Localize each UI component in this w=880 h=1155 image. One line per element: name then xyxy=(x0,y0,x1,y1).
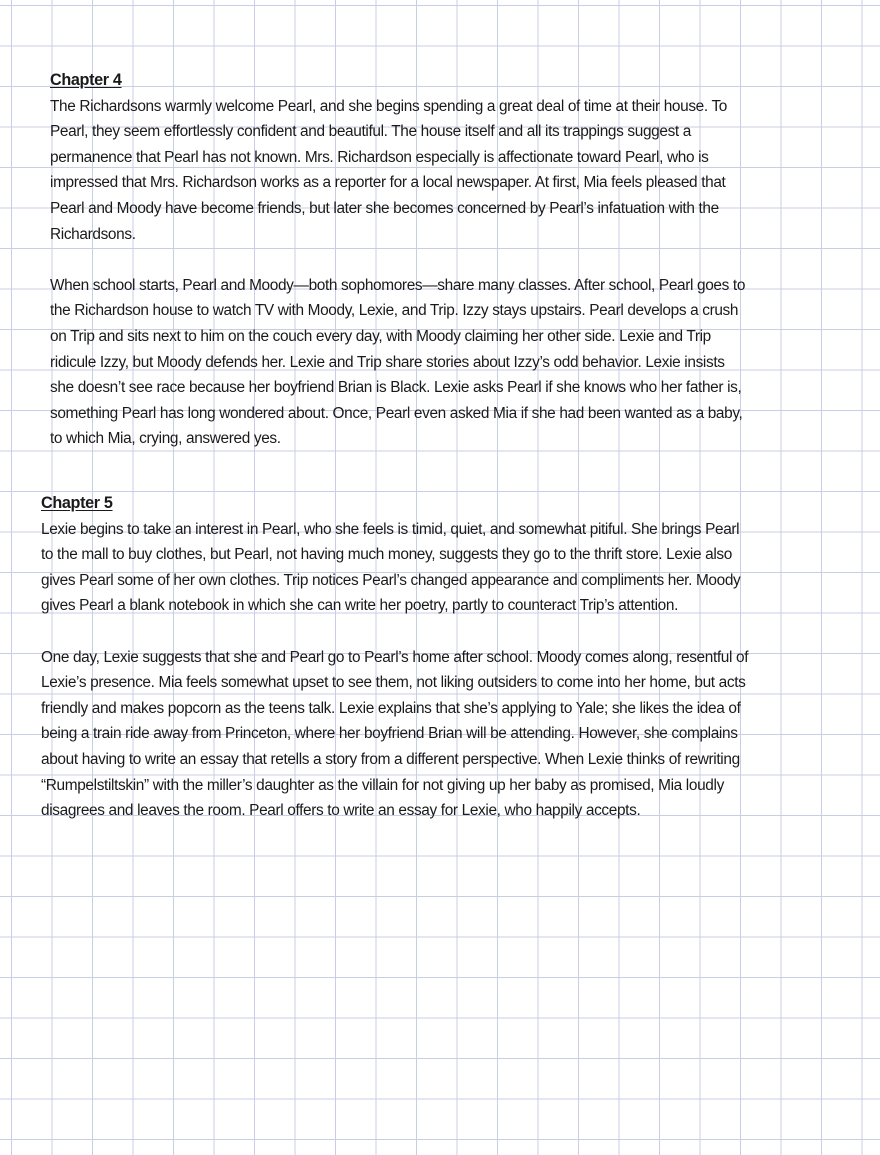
chapter-5-section xyxy=(41,491,751,824)
chapter-5-paragraph-2: One day, Lexie suggests that she and Pearl go to Pearl’s home after school. Moody comes along, resentful of Lexie’s presence. Mia feels somewhat upset to see them, not liking outsiders to come into her home, but acts friendly and makes popcorn as the teens talk. Lexie explains that she’s applying to Yale; she likes the idea of being a train ride away from Princeton, where her boyfriend Brian will be attending. However, she complains about having to write an essay that retells a story from a different perspective. When Lexie thinks of rewriting “Rumpelstiltskin” with the miller’s daughter as the villain for not giving up her baby as promised, Mia loudly disagrees and leaves the room. Pearl offers to write an essay for Lexie, who happily accepts. xyxy=(41,648,749,820)
chapter-4-heading: Chapter 4 xyxy=(50,71,122,89)
chapter-4-paragraph-1: The Richardsons warmly welcome Pearl, and she begins spending a great deal of time at their house. To Pearl, they seem effortlessly confident and beautiful. The house itself and all its trappings suggest a permanence that Pearl has not known. Mrs. Richardson especially is affectionate toward Pearl, who is impressed that Mrs. Richardson works as a reporter for a local newspaper. At first, Mia feels pleased that Pearl and Moody have become friends, but later she becomes concerned by Pearl’s infatuation with the Richardsons. xyxy=(50,97,728,243)
chapter-4-section xyxy=(50,68,750,452)
chapter-5-heading: Chapter 5 xyxy=(41,494,113,512)
chapter-4-paragraph-2: When school starts, Pearl and Moody—both sophomores—share many classes. After school, Pearl goes to the Richardson house to watch TV with Moody, Lexie, and Trip. Izzy stays upstairs. Pearl develops a crush on Trip and sits next to him on the couch every day, with Moody claiming her other side. Lexie and Trip ridicule Izzy, but Moody defends her. Lexie and Trip share stories about Izzy’s odd behavior. Lexie insists she doesn’t see race because her boyfriend Brian is Black. Lexie asks Pearl if she knows who her father is, something Pearl has long wondered about. Once, Pearl even asked Mia if she had been wanted as a baby, to which Mia, crying, answered yes. xyxy=(50,276,746,448)
chapter-5-paragraph-1: Lexie begins to take an interest in Pearl, who she feels is timid, quiet, and somewhat pitiful. She brings Pearl to the mall to buy clothes, but Pearl, not having much money, suggests they go to the thrift store. Lexie also gives Pearl some of her own clothes. Trip notices Pearl’s changed appearance and compliments her. Moody gives Pearl a blank notebook in which she can write her poetry, partly to counteract Trip’s attention. xyxy=(41,520,741,615)
